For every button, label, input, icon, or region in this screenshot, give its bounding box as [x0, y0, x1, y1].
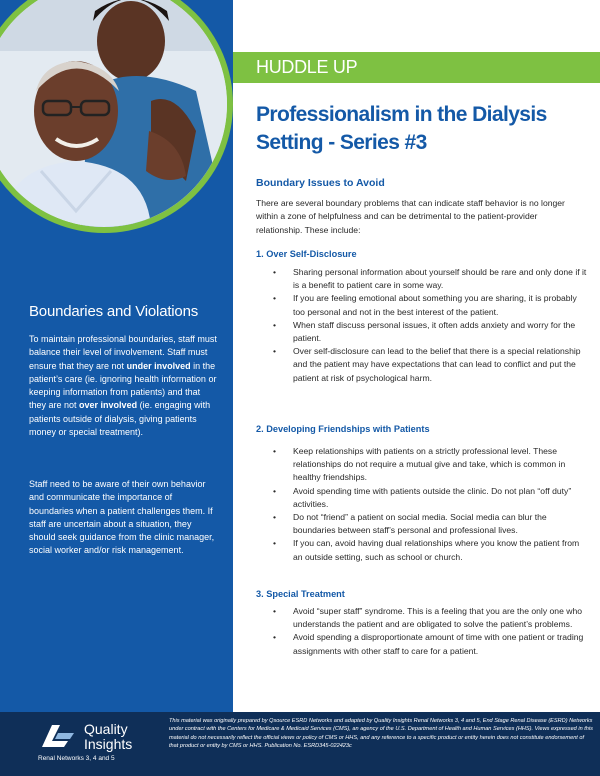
logo-word: Insights	[84, 736, 133, 752]
item-heading: 1. Over Self-Disclosure	[256, 249, 357, 259]
list-item: • Avoid “super staff” syndrome. This is a feeling that you are the only one who understands the patient and are obligated to solve the patient’s problems.	[271, 605, 589, 631]
list-item: • Avoid spending time with patients outside the clinic. Do not plan “off duty” activities.	[271, 485, 589, 511]
sidebar-text-run: To maintain professional boundaries, staff must balance their level of involvement. Staff must ensure that they are not	[29, 334, 217, 371]
page-title	[256, 101, 586, 157]
item-heading: 3. Special Treatment	[256, 589, 345, 599]
list-item: • When staff discuss personal issues, it often adds anxiety and worry for the patient.	[271, 319, 589, 345]
bullet-list	[271, 445, 589, 564]
list-item: • Sharing personal information about yourself should be rare and only done if it is a benefit to patient care in some way.	[271, 266, 589, 292]
sidebar-text-run: in the patient’s care (ie. ignoring health information or keeping information from patients) and that they are not	[29, 360, 217, 411]
footer-disclaimer: This material was originally prepared by Qsource ESRD Networks and adapted by Quality Insights Renal Networks 3, 4 and 5, End Stage Renal Disease (ESRD) Networks under contract with the Centers for Medicare & Medicaid Services (CMS), an agency of the U.S. Department of Health and Human Services (HHS). Views expressed in this material do not necessarily reflect the official views or policy of CMS or HHS, and any reference to a specific product or entity herein does not constitute endorsement of that product or entity by CMS or HHS. Publication No. ESRD345-022423c	[169, 718, 593, 750]
huddle-label: HUDDLE UP	[256, 57, 358, 77]
page-title-line: Setting - Series #3	[256, 131, 427, 154]
list-item: • Do not “friend” a patient on social media. Social media can blur the boundaries between staff’s personal and professional lives.	[271, 511, 589, 537]
logo-mark-icon	[38, 721, 78, 751]
intro-paragraph: There are several boundary problems that can indicate staff behavior is no longer within a zone of helpfulness and can be detrimental to the patient-provider relationship. These include:	[256, 198, 565, 235]
item-heading: 2. Developing Friendships with Patients	[256, 424, 430, 434]
page-title-line: Professionalism in the Dialysis	[256, 103, 547, 126]
bullet-list	[271, 266, 589, 385]
bullet-list	[271, 605, 589, 658]
logo-word: Quality	[84, 721, 128, 737]
list-item: • Keep relationships with patients on a strictly professional level. These relationships do not require a mutual give and take, which is common in healthy friendships.	[271, 445, 589, 485]
sidebar-title: Boundaries and Violations	[29, 303, 199, 320]
sidebar-text-run: (ie. engaging with patients outside of dialysis, giving patients money or special treatment).	[29, 400, 211, 438]
list-item: • If you can, avoid having dual relationships where you know the patient from an outside setting, such as school or church.	[271, 537, 589, 563]
sidebar-paragraph	[29, 333, 219, 439]
emphasis-over-involved: over involved	[79, 400, 138, 411]
quality-insights-logo	[36, 721, 156, 767]
list-item: • Avoid spending a disproportionate amount of time with one patient or trading assignments with other staff to care for a patient.	[271, 631, 589, 657]
section-heading: Boundary Issues to Avoid	[256, 177, 385, 189]
list-item: • Over self-disclosure can lead to the belief that there is a special relationship and the patient may have expectations that can lead to conflict and put the patient at risk of psychological harm.	[271, 345, 589, 385]
sidebar-paragraph: Staff need to be aware of their own behavior and communicate the importance of boundaries when a patient challenges them. If staff are uncertain about a situation, they should seek guidance from the clinic manager, social worker and/or risk management.	[29, 479, 215, 556]
emphasis-under-involved: under involved	[126, 360, 191, 371]
logo-subtitle: Renal Networks 3, 4 and 5	[38, 755, 115, 762]
list-item: • If you are feeling emotional about something you are sharing, it is probably too personal and not in the best interest of the patient.	[271, 292, 589, 318]
